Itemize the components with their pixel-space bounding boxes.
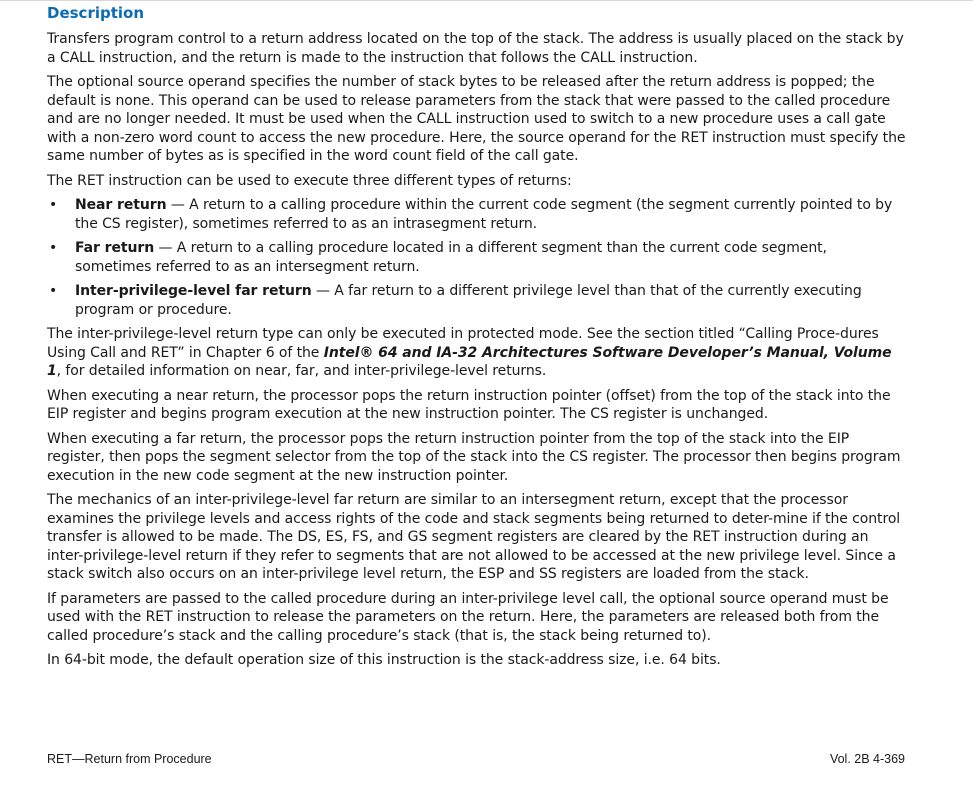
bullet-icon: •	[49, 283, 58, 299]
paragraph-parameters: If parameters are passed to the called procedure during an inter-privilege level call, the optional source operand must be used with the RET instruction to release the parameters on the return. Here, the parameters are released both from the called procedure’s stack and the calling procedure’s stack (that is, the stack being returned to).	[47, 590, 889, 644]
bullet-icon: •	[49, 240, 58, 256]
section-heading: Description	[47, 4, 145, 22]
manual-title-link: Intel® 64 and IA-32 Architectures Software Developer’s Manual, Volume 1	[47, 344, 892, 379]
term-near-return: Near return	[75, 197, 167, 213]
protected-mode-text-before: The inter-privilege-level return type can only be executed in protected mode. See the section titled “Calling Proce-dures Using Call and RET” in Chapter 6 of the	[47, 326, 879, 361]
paragraph-far-return: When executing a far return, the processor pops the return instruction pointer from the top of the stack into the EIP register, then pops the segment selector from the top of the stack into the CS register. The processor then begins program execution in the new code segment at the new instruction pointer.	[47, 430, 901, 484]
footer-page-number: Vol. 2B 4-369	[829, 752, 905, 766]
list-item-far-return	[47, 239, 907, 276]
paragraph-near-return: When executing a near return, the processor pops the return instruction pointer (offset) from the top of the stack into the EIP register and begins program execution at the new instruction pointer. The CS register is unchanged.	[47, 387, 891, 422]
list-item-inter-privilege-return	[47, 282, 907, 319]
paragraph-inter-privilege-mechanics: The mechanics of an inter-privilege-level far return are similar to an intersegment return, except that the processor examines the privilege levels and access rights of the code and stack segments being returned to deter-mine if the control transfer is allowed to be made. The DS, ES, FS, and GS segment registers are cleared by the RET instruction during an inter-privilege-level return if they refer to segments that are not allowed to be accessed at the new privilege level. Since a stack switch also occurs on an inter-privilege level return, the ESP and SS registers are loaded from the stack.	[47, 492, 901, 582]
definition-far-return: — A return to a calling procedure located in a different segment than the current code segment, sometimes referred to as an intersegment return.	[75, 240, 827, 275]
document-page	[47, 4, 907, 676]
paragraph-64-bit-mode: In 64-bit mode, the default operation size of this instruction is the stack-address size, i.e. 64 bits.	[47, 652, 721, 668]
list-item-near-return	[47, 196, 907, 233]
definition-inter-privilege-return: — A far return to a different privilege level than that of the currently executing program or procedure.	[75, 283, 862, 318]
paragraph-transfer: Transfers program control to a return address located on the top of the stack. The address is usually placed on the stack by a CALL instruction, and the return is made to the instruction that follows the CALL instruction.	[47, 31, 904, 66]
return-types-list	[47, 196, 907, 319]
bullet-icon: •	[49, 197, 58, 213]
definition-near-return: — A return to a calling procedure within the current code segment (the segment currently pointed to by the CS register), sometimes referred to as an intrasegment return.	[75, 197, 893, 232]
paragraph-source-operand: The optional source operand specifies the number of stack bytes to be released after the return address is popped; the default is none. This operand can be used to release parameters from the stack that were passed to the called procedure and are no longer needed. It must be used when the CALL instruction used to switch to a new procedure uses a call gate with a non-zero word count to access the new procedure. Here, the source operand for the RET instruction must specify the same number of bytes as is specified in the word count field of the call gate.	[47, 74, 906, 164]
term-far-return: Far return	[75, 240, 155, 256]
paragraph-return-types-intro: The RET instruction can be used to execute three different types of returns:	[47, 172, 572, 189]
protected-mode-text-after: , for detailed information on near, far, and inter-privilege-level returns.	[56, 363, 547, 379]
paragraph-protected-mode	[47, 325, 907, 381]
term-inter-privilege-return: Inter-privilege-level far return	[75, 283, 312, 299]
top-rule	[0, 0, 973, 1]
footer-title: RET—Return from Procedure	[47, 752, 212, 766]
